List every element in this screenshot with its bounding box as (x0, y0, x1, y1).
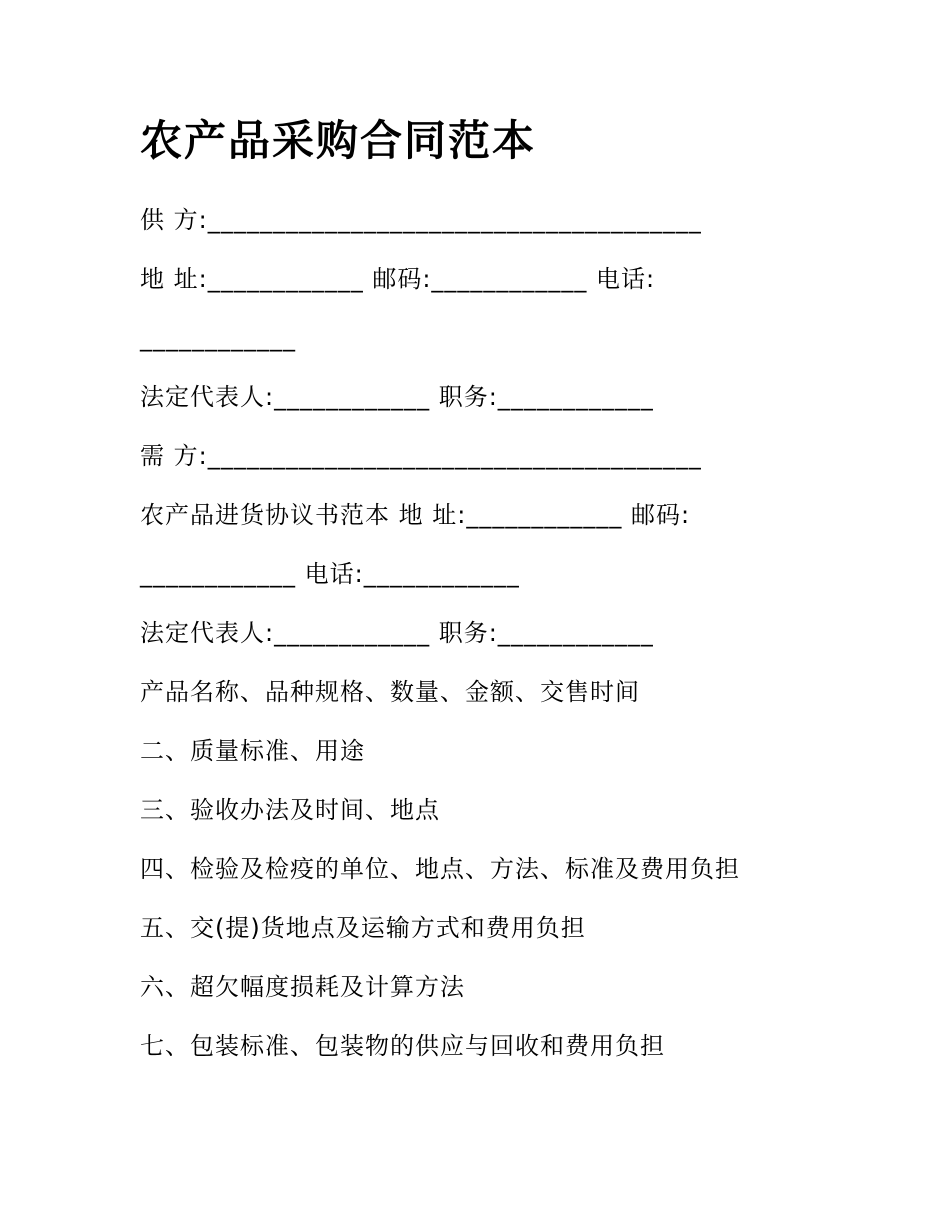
line-clause-3: 三、验收办法及时间、地点 (140, 796, 440, 825)
line-supplier-address: 地 址:____________ 邮码:____________ 电话: (140, 265, 656, 294)
document-title: 农产品采购合同范本 (140, 116, 537, 165)
line-clause-2: 二、质量标准、用途 (140, 737, 365, 766)
line-clause-5: 五、交(提)货地点及运输方式和费用负担 (140, 914, 586, 943)
line-clause-6: 六、超欠幅度损耗及计算方法 (140, 973, 465, 1002)
line-supplier-phone-blank: ____________ (140, 324, 296, 353)
line-buyer-legal-rep: 法定代表人:____________ 职务:____________ (140, 619, 654, 648)
line-buyer: 需 方:______________________________________ (140, 442, 702, 471)
line-clause-7: 七、包装标准、包装物的供应与回收和费用负担 (140, 1032, 665, 1061)
line-buyer-address: 农产品进货协议书范本 地 址:____________ 邮码: (140, 501, 691, 530)
line-clause-4: 四、检验及检疫的单位、地点、方法、标准及费用负担 (140, 855, 740, 884)
line-clause-product: 产品名称、品种规格、数量、金额、交售时间 (140, 678, 640, 707)
line-buyer-phone: ____________ 电话:____________ (140, 560, 520, 589)
line-supplier-legal-rep: 法定代表人:____________ 职务:____________ (140, 383, 654, 412)
line-supplier: 供 方:______________________________________ (140, 206, 702, 235)
